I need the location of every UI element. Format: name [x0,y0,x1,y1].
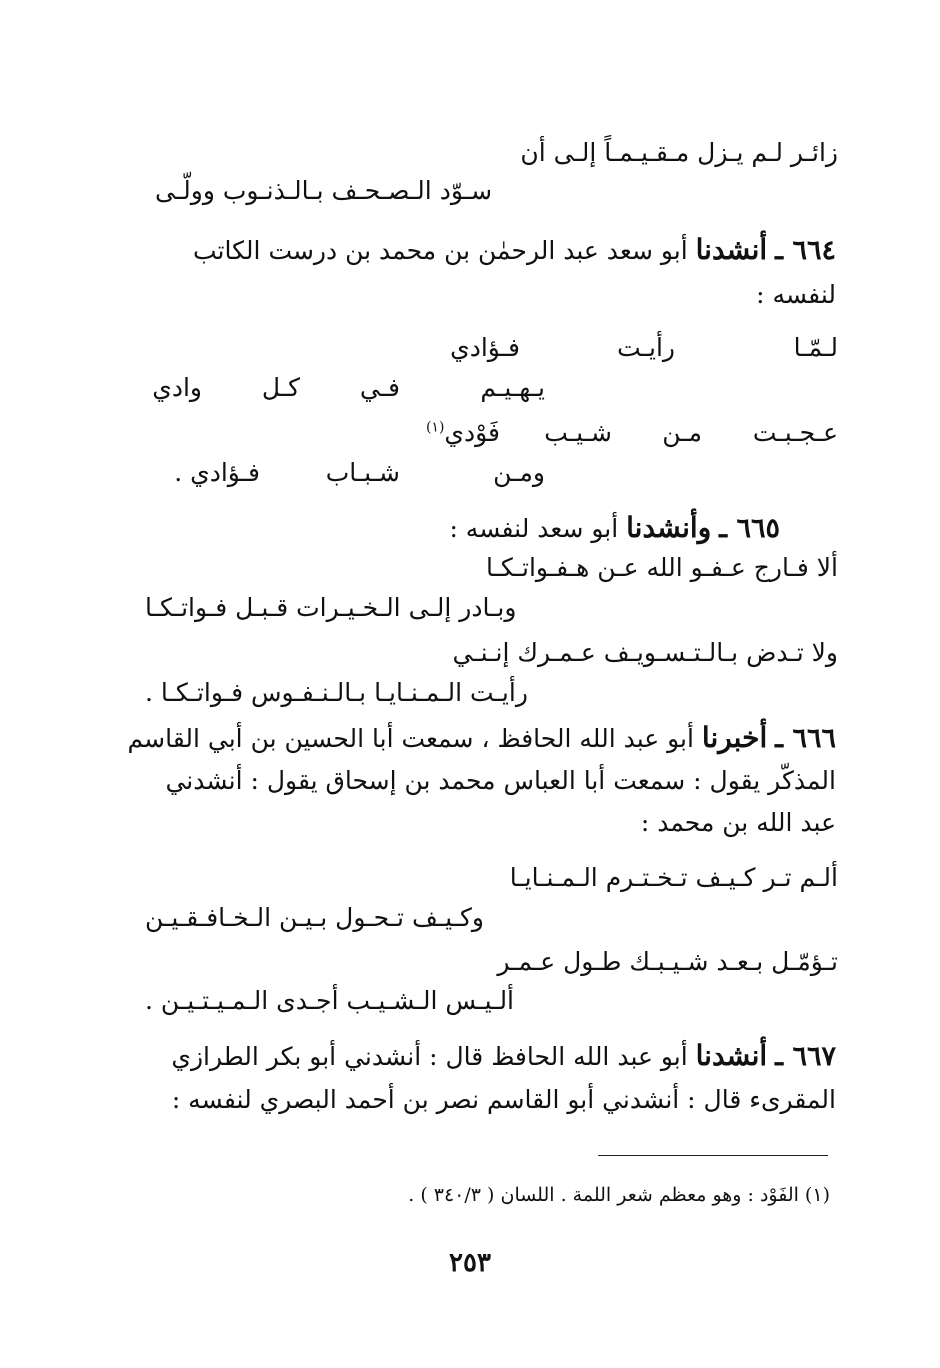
entry-keyword: أنشدنا [695,1039,768,1072]
verse-word: ومـن [493,458,545,487]
entry-667-text2: المقرىء قال : أنشدني أبو القاسم نصر بن أحمد البصري لنفسه : [171,1085,836,1114]
verse-word: يـهـيـم [480,373,545,402]
footnote: (١) الفَوْد : وهو معظم شعر اللمة . اللسان ( ٣٤٠/٣ ) . [408,1184,830,1206]
entry-665-heading [449,511,780,545]
entry-text: أبو سعد لنفسه : [449,514,619,543]
verse-line: ألـيـس الـشـيـب أجـدى الـمـيـتـيـن . [145,986,515,1015]
entry-text: أبو سعد عبد الرحمٰن بن محمد بن درست الكاتب [193,236,688,265]
poem1-line1: زائـر لـم يـزل مـقـيـمـاً إلـى أن [520,138,838,167]
verse-word: وادي [152,373,202,402]
verse-word: كـل [261,373,300,402]
entry-666-text2: المذكّر يقول : سمعت أبا العباس محمد بن إسحاق يقول : أنشدني [165,766,836,795]
entry-keyword: أخبرنا [701,721,768,754]
entry-text: أبو عبد الله الحافظ قال : أنشدني أبو بكر الطرازي [171,1042,688,1071]
verse-word: رأيـت [617,333,675,362]
verse-line: رأيـت الـمـنـايـا بـالـنـفـوس فـواتـكـا . [145,678,528,707]
footnote-marker: (١) [425,419,445,436]
verse-word-text: فَوْدي [444,418,500,447]
entry-667-heading [171,1039,836,1073]
entry-keyword: أنشدنا [695,233,768,266]
verse-line: وكـيـف تـحـول بـيـن الـخـافـقـيـن [145,903,485,932]
verse-line: ألـم تـر كـيـف تـخـتـرم الـمـنـايـا [509,863,838,892]
entry-number: ٦٦٥ ـ [719,513,780,544]
verse-word: عـجـبـت [752,418,838,447]
entry-666-heading [128,721,836,755]
page-number: ٢٥٣ [449,1248,491,1278]
entry-666-text3: عبد الله بن محمد : [640,808,836,837]
verse-line: تـؤمّـل بـعـد شـيـبـك طـول عـمـر [497,947,838,976]
verse-word [426,418,500,447]
verse-word: فـي [359,373,400,402]
verse-word: فـؤادي [450,333,520,362]
entry-664-heading [193,233,836,267]
verse-line: وبـادر إلـى الـخـيـرات قـبـل فـواتـكـا [145,593,517,622]
entry-number: ٦٦٦ ـ [775,723,836,754]
verse-line: ألا فـارج عـفـو الله عـن هـفـواتـكـا [485,553,838,582]
entry-keyword: وأنشدنا [626,511,712,544]
verse-word: مـن [662,418,702,447]
entry-text: أبو عبد الله الحافظ ، سمعت أبا الحسين بن أبي القاسم [127,724,694,753]
footnote-divider [598,1155,828,1156]
verse-word: شـيـب [544,418,612,447]
entry-664-text2: لنفسه : [756,280,836,309]
verse-word: فـؤادي . [174,458,260,487]
verse-line: ولا تـدض بـالـتـسـويـف عـمـرك إنـنـي [452,638,838,667]
entry-number: ٦٦٤ ـ [775,235,836,266]
verse-word: لـمّـا [793,333,838,362]
poem1-line2: سـوّد الـصـحـف بـالـذنـوب وولّـى [155,176,493,205]
verse-word: شـبـاب [325,458,400,487]
entry-number: ٦٦٧ ـ [775,1041,836,1072]
